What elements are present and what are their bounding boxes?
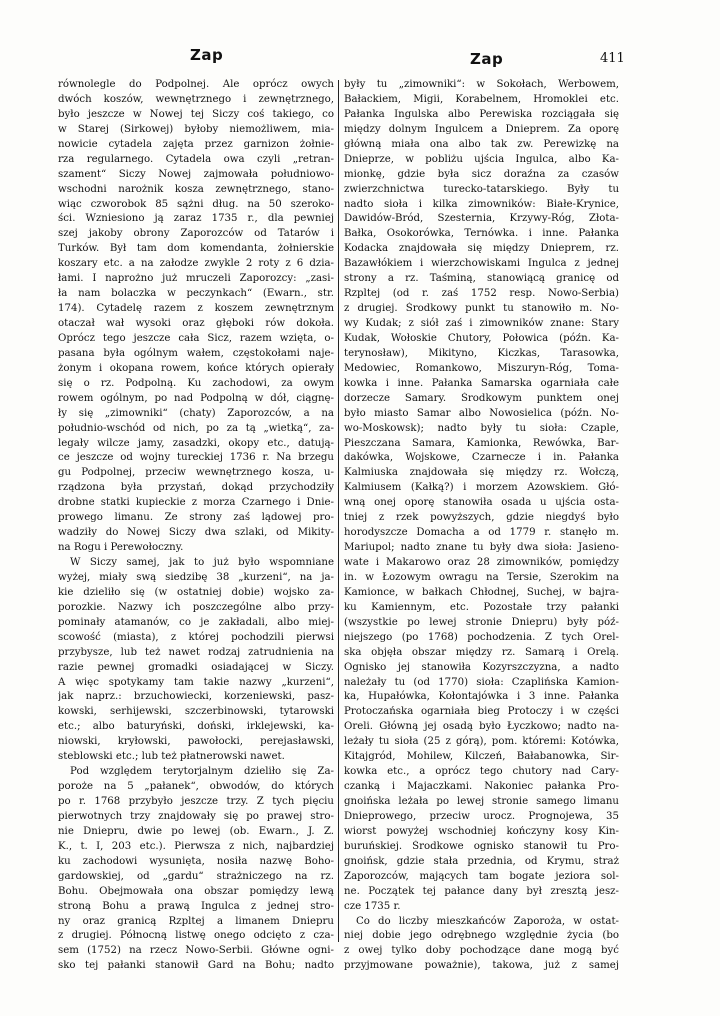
text-line: przybysze, lub też nawet rodzaj zatrudnienia na — [58, 646, 334, 658]
text-line: porozkie. Nazwy ich poszczególne albo przy- — [58, 601, 334, 613]
text-line: pasana była ogólnym wałem, częstokołami naje- — [58, 347, 334, 359]
text-line: ska objęła obszar między rz. Samarą i Orelą. — [344, 646, 619, 658]
text-line: ły się „zimowniki“ (chaty) Zaporozców, a na — [58, 407, 334, 419]
text-line: nowicie cytadela zajęta przez garnizon żołnie- — [58, 138, 334, 150]
text-line: wate i Makarowo oraz 28 zimowników, pomiędzy — [344, 557, 619, 568]
text-line: zwierzchnictwa turecko-tatarskiego. Były tu — [344, 183, 619, 195]
text-line: prowego limanu. Ze strony zaś lądowej pro- — [58, 512, 334, 524]
text-line: razie pewnej gromadki osiadającej w Siczy. — [58, 661, 334, 673]
text-line: strony a rz. Taśminą, stanowiącą granicę od — [344, 273, 619, 285]
right-running-head: Zap — [470, 50, 504, 68]
text-line: Pod względem terytorjalnym dzieliło się Za- — [70, 766, 334, 778]
text-line: wy Kudak; z siół zaś i zimowników znane: Stary — [344, 318, 619, 329]
text-line: sko tej pałanki stanowił Gard na Bohu; nadto — [58, 960, 334, 972]
text-line: Dnieprze, w pobliżu ujścia Ingulca, albo Ka- — [344, 153, 619, 165]
text-line: nadto sioła i kilka zimowników: Białe-Krynice, — [344, 198, 619, 210]
text-line: Kalmiusem (Kałką?) i morzem Azowskiem. Głó- — [344, 482, 619, 494]
text-line: Bałackiem, Migii, Korabelnem, Hromoklei etc. — [344, 93, 619, 105]
running-header — [0, 46, 720, 70]
text-line: kie dzieliło się (w ostatniej dobie) wojsko za- — [58, 586, 334, 598]
text-line: kowka i inne. Pałanka Samarska ogarniała całe — [344, 377, 619, 389]
text-line: pierwotnych trzy znajdowały się po prawej stro- — [58, 810, 334, 822]
text-line: Rzpltej (od r. zaś 1752 resp. Nowo-Serbia) — [344, 288, 619, 300]
text-line: wną onej oporę stanowiła osada u ujścia osta- — [344, 497, 619, 509]
text-line: Kalmiuska znajdowała się między rz. Wołczą, — [344, 467, 619, 479]
text-line: wyżej, miały swą siedzibę 38 „kurzeni“, na ja- — [58, 571, 334, 583]
text-line: K., t. I, 203 etc.). Pierwsza z nich, najbardziej — [58, 840, 334, 852]
text-line: ła nam bolaczka w peczynkach“ (Ewarn., str. — [58, 288, 334, 300]
text-line: niejszego (po 1768) pochodzenia. Z tych Orel- — [344, 631, 619, 643]
text-line: Bazawłókiem i wierzchowiskami Ingulca z jednej — [344, 258, 619, 270]
text-line: po r. 1768 przybyło jeszcze trzy. Z tych pięciu — [58, 796, 334, 807]
text-line: ce jeszcze od wojny tureckiej 1736 r. Na brzegu — [58, 452, 334, 464]
text-line: dorzecze Samary. Środkowym punktem onej — [344, 392, 619, 404]
page-number: 411 — [600, 51, 625, 66]
text-line: ści. Wzniesiono ją zaraz 1735 r., dla pewniej — [58, 213, 334, 225]
text-line: horodyszcze Domacha a od 1779 r. stanęło m. — [344, 527, 619, 539]
text-line: z drugiej. Północną listwę onego odcięto z cza- — [58, 930, 334, 942]
text-line: terynosław), Mikityno, Kiczkas, Tarasowka, — [344, 347, 619, 359]
text-line: wadziły do Nowej Siczy dwa szlaki, od Mikity- — [58, 527, 334, 539]
text-line: południo-wschód od nich, po za tą „wietką“, za- — [58, 422, 334, 434]
text-line: koszary etc. a na załodze zwykle 2 roty z 6 dzia- — [58, 258, 334, 270]
text-line: główną miała ona albo tak zw. Perewizkę na — [344, 138, 619, 150]
text-line: Pieszczana Samara, Kamionka, Rewówka, Bar- — [344, 437, 619, 449]
text-line: niowski, kryłowski, pawołocki, perejasławski, — [58, 736, 334, 748]
text-line: wo-Moskowsk); nadto były tu sioła: Czaple, — [344, 422, 619, 434]
text-line: gnoińska leżała po lewej stronie samego limanu — [344, 796, 619, 807]
text-line: czanką i Majaczkami. Nakoniec pałanka Pro- — [344, 781, 619, 793]
text-line: rowem ogólnym, po nad Podpolną w dół, ciągnę- — [58, 392, 334, 404]
text-line: Kamionce, w bałkach Chłodnej, Suchej, w bajra- — [344, 586, 619, 598]
text-line: tniej z rzek powyższych, gdzie niegdyś było — [344, 512, 619, 524]
text-line: szej jakoby obrony Zaporozców od Tatarów i — [58, 228, 334, 240]
text-line: ku Kamiennym, etc. Pozostałe trzy pałanki — [344, 601, 619, 613]
text-line: Turków. Był tam dom komendanta, żołnierskie — [58, 243, 334, 255]
text-line: otaczał wał wysoki oraz głęboki rów dokoła. — [58, 318, 334, 329]
text-line: Kudak, Wołoskie Chutory, Połowica (późn. Ka- — [344, 332, 619, 344]
text-line: Co do liczby mieszkańców Zaporoża, w ostat- — [356, 915, 619, 927]
text-line: wschodni narożnik kosza zewnętrznego, stano- — [58, 183, 334, 195]
text-line: Dnieprowego, przeciw urocz. Prognojewa, 35 — [344, 810, 619, 822]
text-line: należały tu (od 1770) sioła: Czaplińska Kamion- — [344, 676, 619, 688]
text-line: jak naprz.: brzuchowiecki, korzeniewski, pasz- — [58, 691, 334, 703]
text-line: W Siczy samej, jak to już było wspomniane — [70, 557, 334, 568]
text-line: Mariupol; nadto znane tu były dwa sioła: Jasieno- — [344, 542, 619, 554]
text-line: na Rogu i Perewołoczny. — [58, 542, 184, 554]
text-line: były tu „zimowniki“: w Sokołach, Werbowem, — [344, 79, 619, 90]
text-line: nie Dniepru, dwie po lewej (ob. Ewarn., J. Z. — [58, 825, 334, 837]
text-line: ka, Hupałówka, Kołontajówka i 3 inne. Pałanka — [344, 691, 619, 703]
text-line: Bohu. Obejmowała ona obszar pomiędzy lewą — [58, 885, 334, 897]
text-line: wiąc czworobok 85 sążni dług. na 50 szeroko- — [58, 198, 334, 210]
text-line: w Starej (Sirkowej) byłoby niemożliwem, mia- — [58, 123, 334, 135]
text-line: sem (1752) na rzecz Nowo-Serbii. Główne ogni- — [58, 945, 334, 957]
text-line: cze 1735 r. — [344, 900, 401, 912]
text-line: legały wilcze jamy, zasadzki, okopy etc., datują- — [58, 437, 334, 449]
text-line: przyjmowane poważnie), takowa, już z samej — [344, 960, 619, 972]
text-line: leżały tu sioła (25 z górą), pom. któremi: Kotówka, — [344, 736, 619, 748]
text-line: drobne statki kupieckie z morza Czarnego i Dnie- — [58, 497, 334, 509]
text-line: dakówka, Wojskowe, Czarnecze i in. Pałanka — [344, 452, 619, 464]
text-line: ku zachodowi wysunięta, nosiła nazwę Boho- — [58, 855, 334, 867]
text-line: gu Podpolnej, przeciw wewnętrznego kosza, u- — [58, 467, 334, 479]
text-line: żonym i okopana rowem, końce których opierały — [58, 362, 334, 374]
text-line: rza regularnego. Cytadela owa czyli „retran- — [58, 153, 334, 165]
text-line: łami. I naprożno już mruczeli Zaporozcy: „zasi- — [58, 273, 334, 285]
text-line: równolegle do Podpolnej. Ale oprócz owych — [58, 79, 334, 90]
text-line: poroże na 5 „pałanek“, obwodów, do których — [58, 781, 334, 793]
text-line: rządzona była przystań, dokąd przychodziły — [58, 482, 334, 494]
text-line: stroną Bohu a prawą Ingulca z jednej stro- — [58, 900, 334, 912]
text-line: etc.; albo baturyński, doński, irklejewski, ka- — [58, 721, 334, 733]
text-line: scowość (miasta), z której pochodzili pierwsi — [58, 631, 334, 643]
text-line: z drugiej. Środkowy punkt tu stanowiło m. No- — [344, 303, 619, 315]
text-line: Bałka, Osokorówka, Ternówka. i inne. Pałanka — [344, 228, 619, 240]
text-line: Oprócz tego jeszcze cała Sicz, razem wzięta, o- — [58, 332, 334, 344]
right-text-column — [344, 78, 619, 974]
text-line: Ognisko jej stanowiła Kozyrszczyzna, a nadto — [344, 661, 619, 673]
text-line: niej dobie jego odrębnego względnie życia (bo — [344, 930, 619, 942]
left-text-column — [58, 78, 334, 974]
text-line: gardowskiej, od „gardu“ strażniczego na rz. — [58, 870, 334, 882]
text-line: pominały atamanów, co je zakładali, albo miej- — [58, 616, 334, 628]
text-line: dwóch koszów, wewnętrznego i zewnętrznego, — [58, 93, 334, 105]
text-line: Oreli. Główną jej osadą było Łyczkowo; nadto na- — [344, 721, 619, 733]
text-line: kowski, serhijewski, szczerbinowski, tytarowski — [58, 706, 334, 718]
text-line: Kodacka znajdowała się między Dnieprem, rz. — [344, 243, 619, 255]
text-line: in. w Łozowym owragu na Tersie, Szerokim na — [344, 571, 619, 583]
text-line: szament“ Siczy Nowej zajmowała południowo- — [58, 168, 334, 180]
text-line: wiorst powyżej wschodniej kończyny kosy Kin- — [344, 825, 619, 837]
column-divider — [338, 80, 339, 942]
text-line: 174). Cytadelę razem z koszem zewnętrznym — [58, 303, 334, 315]
text-line: (wszystkie po lewej stronie Dniepru) były póź- — [344, 616, 619, 628]
text-line: kowka etc., a oprócz tego chutory nad Cary- — [344, 766, 619, 778]
text-line: Dawidów-Bród, Szesternia, Krzywy-Róg, Złota- — [344, 213, 619, 225]
text-line: Zaporozców, mających tam bogate jeziora sol- — [344, 870, 619, 882]
text-line: gnoińsk, gdzie stała przednia, od Krymu, straż — [344, 855, 619, 867]
text-line: się o rz. Podpolną. Ku zachodowi, za owym — [58, 377, 334, 389]
text-line: ny oraz granicą Rzpltej a limanem Dniepru — [58, 915, 334, 927]
text-line: buruńskiej. Środkowe ognisko stanowił tu Pro- — [344, 840, 619, 852]
text-line: steblowski etc.; lub też płatnerowski nawet. — [58, 751, 285, 763]
text-line: było miasto Samar albo Nowosielica (późn. No- — [344, 407, 619, 419]
text-line: Pałanka Ingulska albo Perewiska rozciągała się — [344, 108, 619, 120]
text-line: ne. Początek tej pałance dany był zresztą jesz- — [344, 885, 619, 897]
text-line: A więc spotykamy tam takie nazwy „kurzeni“, — [58, 676, 334, 688]
text-line: mionkę, gdzie była sicz doraźna za czasów — [344, 168, 619, 180]
text-line: Medowiec, Romankowo, Miszuryn-Róg, Toma- — [344, 362, 619, 374]
text-line: Protoczańska ogarniała bieg Protoczy i w części — [344, 706, 619, 718]
text-line: było jeszcze w Nowej tej Siczy coś takiego, co — [58, 108, 334, 120]
left-running-head: Zap — [190, 46, 224, 64]
text-line: między dolnym Ingulcem a Dnieprem. Za oporę — [344, 123, 619, 135]
text-line: Kitajgród, Mohilew, Kilczeń, Bałabanowka, Sir- — [344, 751, 619, 763]
text-line: z owej tylko doby pochodzące dane mogą być — [344, 945, 619, 957]
